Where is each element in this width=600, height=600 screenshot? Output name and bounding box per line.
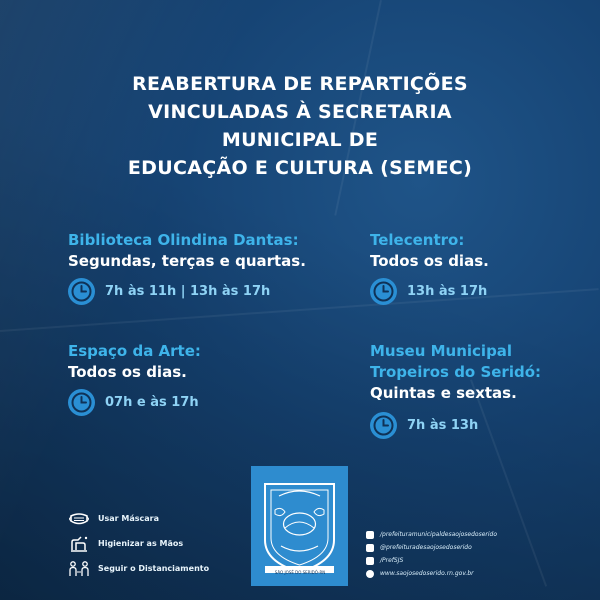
venue-telecentro	[370, 230, 489, 305]
social-distance-icon	[68, 559, 90, 579]
venue-hours: 7h às 11h | 13h às 17h	[105, 284, 271, 299]
social-links	[366, 528, 497, 580]
venue-biblioteca	[68, 230, 306, 305]
twitter-icon	[366, 557, 374, 565]
social-item-instagram[interactable]	[366, 541, 497, 554]
social-item-twitter[interactable]	[366, 554, 497, 567]
clock-icon	[68, 278, 95, 305]
venue-hours: 13h às 17h	[407, 284, 488, 299]
social-item-facebook[interactable]	[366, 528, 497, 541]
venue-days: Todos os dias.	[370, 252, 489, 270]
safety-item-distance	[68, 556, 209, 581]
venue-espaco-da-arte	[68, 341, 201, 416]
social-label[interactable]: @prefeituradesaojosedoserido	[380, 544, 472, 551]
venue-name: Biblioteca Olindina Dantas:	[68, 231, 299, 249]
social-label[interactable]: /prefeituramunicipaldesaojosedoserido	[380, 531, 498, 538]
social-label[interactable]: www.saojosedoserido.rn.gov.br	[380, 570, 474, 577]
title-line: REABERTURA DE REPARTIÇÕES	[132, 73, 468, 95]
page-title	[0, 70, 600, 182]
venue-days: Segundas, terças e quartas.	[68, 252, 306, 270]
venue-name: Tropeiros do Seridó:	[370, 363, 542, 381]
face-mask-icon	[68, 509, 90, 529]
title-line: VINCULADAS À SECRETARIA	[148, 101, 452, 123]
venue-name: Museu Municipal	[370, 342, 513, 360]
facebook-icon	[366, 531, 374, 539]
venue-name: Espaço da Arte:	[68, 342, 201, 360]
venue-days: Quintas e sextas.	[370, 384, 517, 402]
clock-icon	[68, 389, 95, 416]
venue-museu	[370, 341, 541, 439]
safety-label: Higienizar as Mãos	[98, 539, 184, 548]
safety-item-hands	[68, 531, 209, 556]
municipal-emblem	[251, 466, 348, 586]
globe-icon	[366, 570, 374, 578]
coat-of-arms-icon	[251, 466, 348, 586]
safety-label: Seguir o Distanciamento	[98, 564, 210, 573]
venue-hours-row	[68, 278, 306, 305]
venue-name: Telecentro:	[370, 231, 465, 249]
safety-label: Usar Máscara	[98, 514, 159, 523]
clock-icon	[370, 412, 397, 439]
clock-icon	[370, 278, 397, 305]
social-label[interactable]: /PrefSJS	[380, 557, 404, 564]
title-line: MUNICIPAL DE	[221, 129, 379, 151]
venue-hours: 7h às 13h	[407, 418, 479, 433]
venue-hours-row	[370, 278, 489, 305]
venue-hours: 07h e às 17h	[105, 395, 199, 410]
social-item-website[interactable]	[366, 567, 497, 580]
venue-hours-row	[68, 389, 201, 416]
safety-item-mask	[68, 506, 209, 531]
instagram-icon	[366, 544, 374, 552]
hand-wash-icon	[68, 534, 90, 554]
safety-guidelines	[68, 506, 209, 581]
venue-days: Todos os dias.	[68, 363, 187, 381]
venue-hours-row	[370, 412, 541, 439]
emblem-caption: SÃO JOSÉ DO SERIDÓ-RN	[274, 570, 326, 575]
title-line: EDUCAÇÃO E CULTURA (SEMEC)	[127, 157, 473, 179]
